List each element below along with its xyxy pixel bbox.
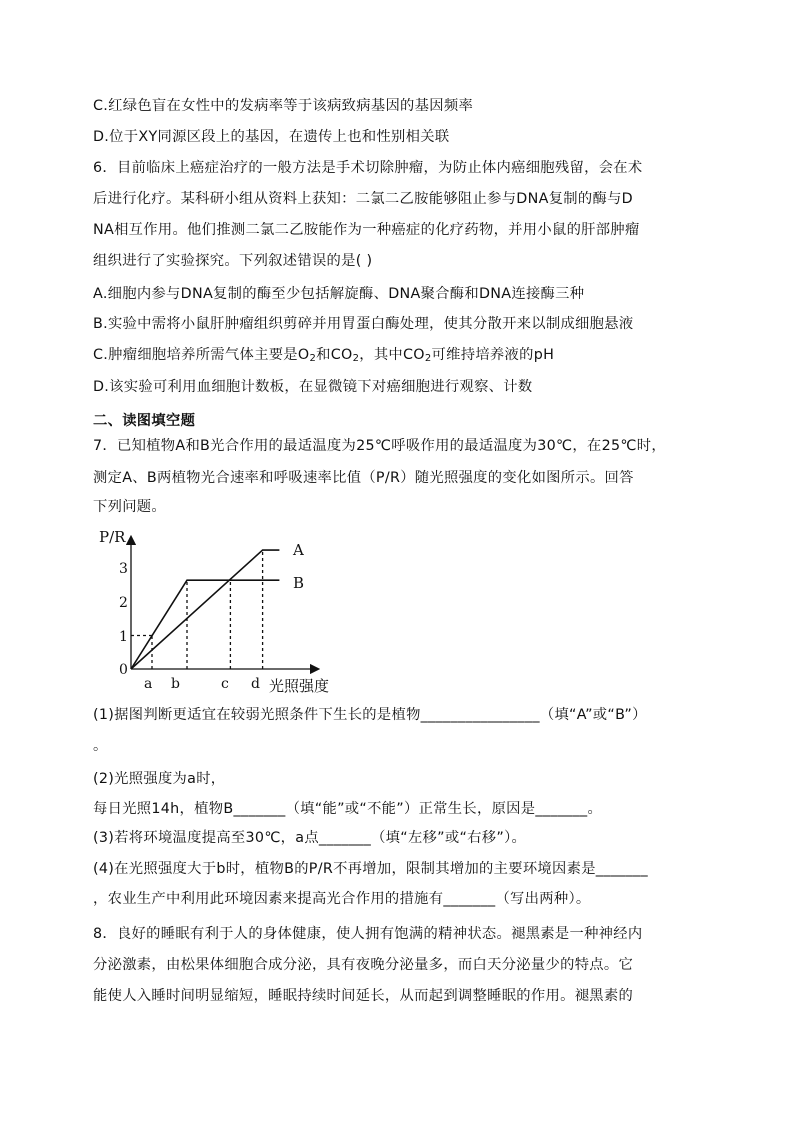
series-group <box>131 550 279 669</box>
x-tick-d: d <box>251 676 260 692</box>
subquestion-1: (1)据图判断更适宜在较弱光照条件下生长的是植物________________（填“A”或“B”） <box>93 707 647 723</box>
option-d-q5: D.位于XY同源区段上的基因，在遗传上也和性别相关联 <box>93 129 450 145</box>
question-7-line-2: 测定A、B两植物光合速率和呼吸速率比值（P/R）随光照强度的变化如图所示。回答 <box>93 470 634 486</box>
section-heading: 二、读图填空题 <box>93 413 196 429</box>
subquestion-2: (2)光照强度为a时， <box>93 771 226 787</box>
y-axis-label: P/R <box>99 528 126 546</box>
subquestion-1-end: 。 <box>93 738 108 754</box>
option-c-q6-part4: 可维持培养液的pH <box>431 347 555 363</box>
x-axis-label: 光照强度 <box>269 677 330 694</box>
subquestion-2-detail: 每日光照14h，植物B_______（填“能”或“不能”）正常生长，原因是_______。 <box>93 801 603 817</box>
subquestion-3: (3)若将环境温度提高至30℃，a点_______（填“左移”或“右移”）。 <box>93 830 527 846</box>
option-a-q6: A.细胞内参与DNA复制的酶至少包括解旋酶、DNA聚合酶和DNA连接酶三种 <box>93 286 585 302</box>
question-6-line-3: NA相互作用。他们推测二氯二乙胺能作为一种癌症的化疗药物，并用小鼠的肝部肿瘤 <box>93 222 640 238</box>
series-b-label: B <box>293 574 305 592</box>
subscript-2: 2 <box>309 353 317 364</box>
y-tick-0: 0 <box>119 662 128 678</box>
question-6-line-4: 组织进行了实验探究。下列叙述错误的是( ) <box>93 253 373 269</box>
subquestion-4: (4)在光照强度大于b时，植物B的P/R不再增加，限制其增加的主要环境因素是_______ <box>93 861 648 877</box>
option-c-q5: C.红绿色盲在女性中的发病率等于该病致病基因的基因频率 <box>93 98 474 114</box>
question-7-line-1: 7．已知植物A和B光合作用的最适温度为25℃呼吸作用的最适温度为30℃，在25℃时， <box>93 438 666 454</box>
subquestion-4-end: ，农业生产中利用此环境因素来提高光合作用的措施有_______（写出两种）。 <box>93 891 591 907</box>
option-d-q6: D.该实验可利用血细胞计数板，在显微镜下对癌细胞进行观察、计数 <box>93 379 533 395</box>
question-8-line-1: 8．良好的睡眠有利于人的身体健康，使人拥有饱满的精神状态。褪黑素是一种神经内 <box>93 926 643 942</box>
x-tick-a: a <box>144 676 153 692</box>
x-tick-c: c <box>221 676 229 692</box>
pr-light-intensity-chart <box>93 526 363 694</box>
question-8-line-2: 分泌激素，由松果体细胞合成分泌，具有夜晚分泌量多，而白天分泌量少的特点。它 <box>93 957 634 973</box>
question-7-line-3: 下列问题。 <box>93 499 166 515</box>
option-c-q6-part2: 和CO <box>316 347 353 363</box>
x-tick-b: b <box>171 676 180 692</box>
question-6-line-2: 后进行化疗。某科研小组从资料上获知：二氯二乙胺能够阻止参与DNA复制的酶与D <box>93 191 633 207</box>
series-line-a <box>131 550 279 669</box>
subscript-2: 2 <box>424 353 432 364</box>
y-tick-1: 1 <box>119 629 128 645</box>
series-a-label: A <box>293 541 304 559</box>
question-6-line-1: 6．目前临床上癌症治疗的一般方法是手术切除肿瘤，为防止体内癌细胞残留，会在术 <box>93 160 643 176</box>
option-b-q6: B.实验中需将小鼠肝肿瘤组织剪碎并用胃蛋白酶处理，使其分散开来以制成细胞悬液 <box>93 316 634 332</box>
subscript-2: 2 <box>352 353 360 364</box>
option-c-q6 <box>93 345 554 365</box>
option-c-q6-part3: ，其中CO <box>359 347 425 363</box>
question-8-line-3: 能使人入睡时间明显缩短，睡眠持续时间延长，从而起到调整睡眠的作用。褪黑素的 <box>93 988 634 1004</box>
y-tick-2: 2 <box>119 595 128 611</box>
y-tick-3: 3 <box>119 561 128 577</box>
series-line-b <box>131 580 279 669</box>
option-c-q6-part1: C.肿瘤细胞培养所需气体主要是O <box>93 347 310 363</box>
